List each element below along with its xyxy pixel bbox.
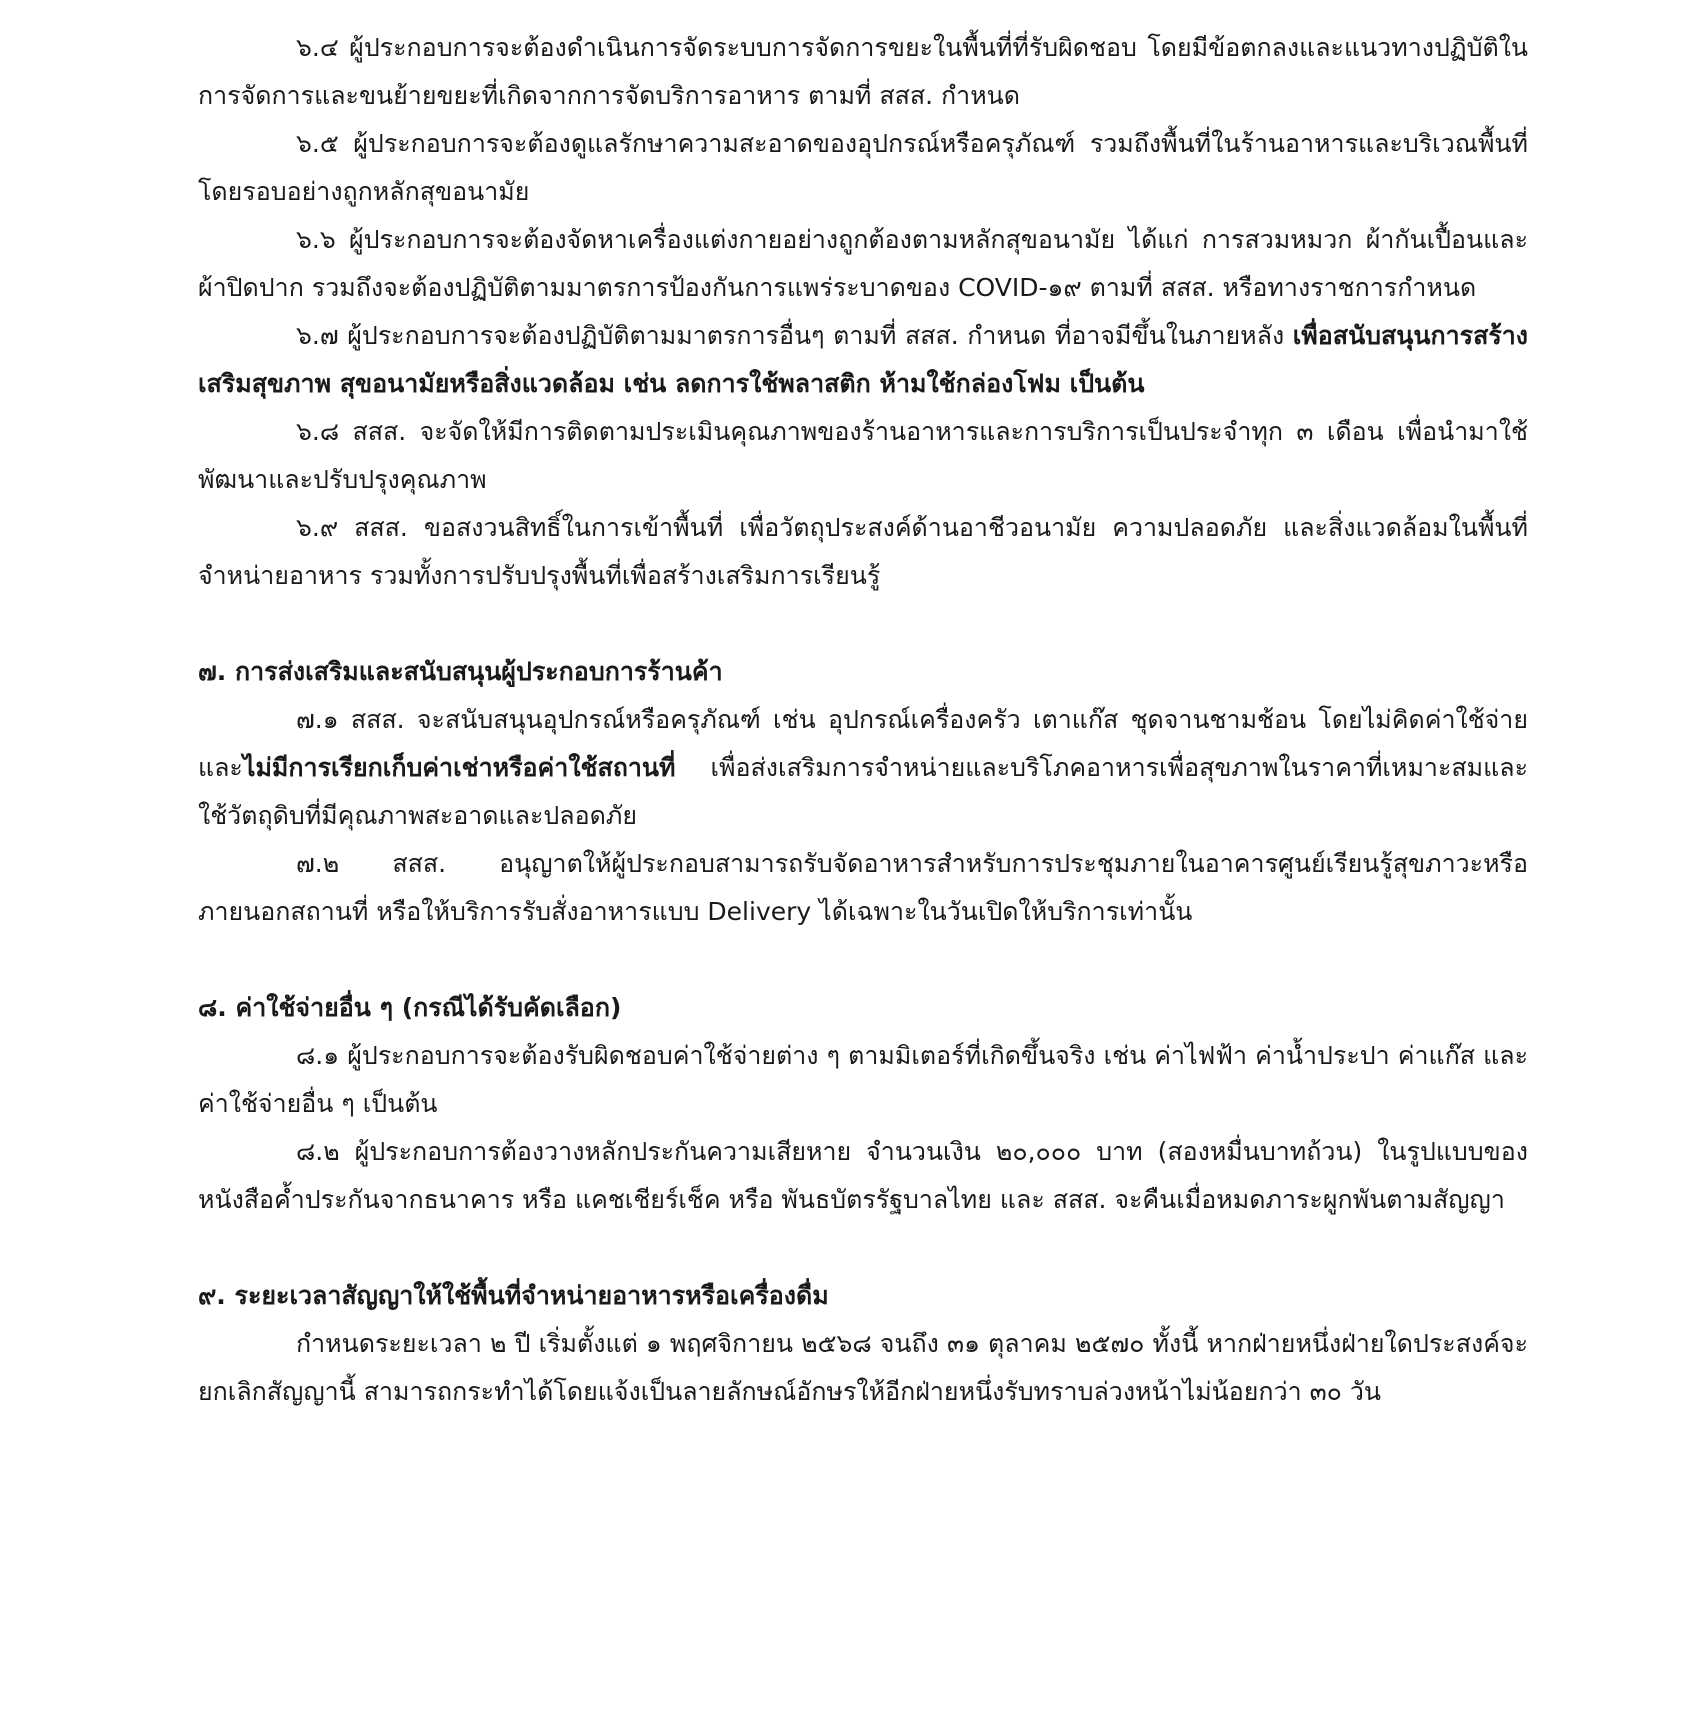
clause-7-1 [198,696,1528,840]
clause-6-7 [198,312,1528,408]
clause-6-5: ๖.๕ ผู้ประกอบการจะต้องดูแลรักษาความสะอาดของอุปกรณ์หรือครุภัณฑ์ รวมถึงพื้นที่ในร้านอาหารและบริเวณพื้นที่โดยรอบอย่างถูกหลักสุขอนามัย [198,129,1528,206]
section-spacer [198,600,1528,648]
section-7-heading: ๗. การส่งเสริมและสนับสนุนผู้ประกอบการร้านค้า [198,657,723,686]
clause-8-2: ๘.๒ ผู้ประกอบการต้องวางหลักประกันความเสียหาย จำนวนเงิน ๒๐,๐๐๐ บาท (สองหมื่นบาทถ้วน) ในรูปแบบของหนังสือค้ำประกันจากธนาคาร หรือ แคชเชียร์เช็ค หรือ พันธบัตรรัฐบาลไทย และ สสส. จะคืนเมื่อหมดภาระผูกพันตามสัญญา [198,1137,1528,1214]
clause-7-2: ๗.๒ สสส. อนุญาตให้ผู้ประกอบสามารถรับจัดอาหารสำหรับการประชุมภายในอาคารศูนย์เรียนรู้สุขภาวะหรือภายนอกสถานที่ หรือให้บริการรับสั่งอาหารแบบ Delivery ได้เฉพาะในวันเปิดให้บริการเท่านั้น [198,849,1528,926]
section-8-heading: ๘. ค่าใช้จ่ายอื่น ๆ (กรณีได้รับคัดเลือก) [198,993,622,1022]
section-spacer [198,936,1528,984]
clause-9-1: กำหนดระยะเวลา ๒ ปี เริ่มตั้งแต่ ๑ พฤศจิกายน ๒๕๖๘ จนถึง ๓๑ ตุลาคม ๒๕๗๐ ทั้งนี้ หากฝ่ายหนึ่งฝ่ายใดประสงค์จะยกเลิกสัญญานี้ สามารถกระทำได้โดยแจ้งเป็นลายลักษณ์อักษรให้อีกฝ่ายหนึ่งรับทราบล่วงหน้าไม่น้อยกว่า ๓๐ วัน [198,1329,1528,1406]
section-spacer [198,1224,1528,1272]
clause-6-8: ๖.๘ สสส. จะจัดให้มีการติดตามประเมินคุณภาพของร้านอาหารและการบริการเป็นประจำทุก ๓ เดือน เพื่อนำมาใช้พัฒนาและปรับปรุงคุณภาพ [198,417,1528,494]
clause-6-7-text: ๖.๗ ผู้ประกอบการจะต้องปฏิบัติตามมาตรการอื่นๆ ตามที่ สสส. กำหนด ที่อาจมีขึ้นในภายหลัง [296,321,1285,350]
clause-6-9: ๖.๙ สสส. ขอสงวนสิทธิ์ในการเข้าพื้นที่ เพื่อวัตถุประสงค์ด้านอาชีวอนามัย ความปลอดภัย และสิ่งแวดล้อมในพื้นที่จำหน่ายอาหาร รวมทั้งการปรับปรุงพื้นที่เพื่อสร้างเสริมการเรียนรู้ [198,513,1528,590]
clause-6-4: ๖.๔ ผู้ประกอบการจะต้องดำเนินการจัดระบบการจัดการขยะในพื้นที่ที่รับผิดชอบ โดยมีข้อตกลงและแนวทางปฏิบัติในการจัดการและขนย้ายขยะที่เกิดจากการจัดบริการอาหาร ตามที่ สสส. กำหนด [198,33,1528,110]
clause-7-1-text-a: ๗.๑ สสส. จะสนับสนุนอุปกรณ์หรือครุภัณฑ์ เช่น อุปกรณ์เครื่องครัว เตาแก๊ส ชุดจานชามช้อน โดยไม่คิดค่าใช้จ่าย และ [198,705,1528,782]
document-body [198,24,1528,1416]
clause-7-1-text-b: เพื่อส่งเสริมการจำหน่ายและบริโภคอาหารเพื่อสุขภาพในราคาที่เหมาะสมและใช้วัตถุดิบที่มีคุณภาพสะอาดและปลอดภัย [198,753,1528,830]
clause-8-1: ๘.๑ ผู้ประกอบการจะต้องรับผิดชอบค่าใช้จ่ายต่าง ๆ ตามมิเตอร์ที่เกิดขึ้นจริง เช่น ค่าไฟฟ้า ค่าน้ำประปา ค่าแก๊ส และค่าใช้จ่ายอื่น ๆ เป็นต้น [198,1041,1528,1118]
section-9-heading: ๙. ระยะเวลาสัญญาให้ใช้พื้นที่จำหน่ายอาหารหรือเครื่องดื่ม [198,1281,829,1310]
clause-7-1-bold-text: ไม่มีการเรียกเก็บค่าเช่าหรือค่าใช้สถานที่ [242,753,676,782]
clause-6-7-bold-text: เพื่อสนับสนุนการสร้างเสริมสุขภาพ สุขอนามัยหรือสิ่งแวดล้อม เช่น ลดการใช้พลาสติก ห้ามใช้กล่องโฟม เป็นต้น [198,321,1528,398]
clause-6-6: ๖.๖ ผู้ประกอบการจะต้องจัดหาเครื่องแต่งกายอย่างถูกต้องตามหลักสุขอนามัย ได้แก่ การสวมหมวก ผ้ากันเปื้อนและผ้าปิดปาก รวมถึงจะต้องปฏิบัติตามมาตรการป้องกันการแพร่ระบาดของ COVID-๑๙ ตามที่ สสส. หรือทางราชการกำหนด [198,225,1528,302]
